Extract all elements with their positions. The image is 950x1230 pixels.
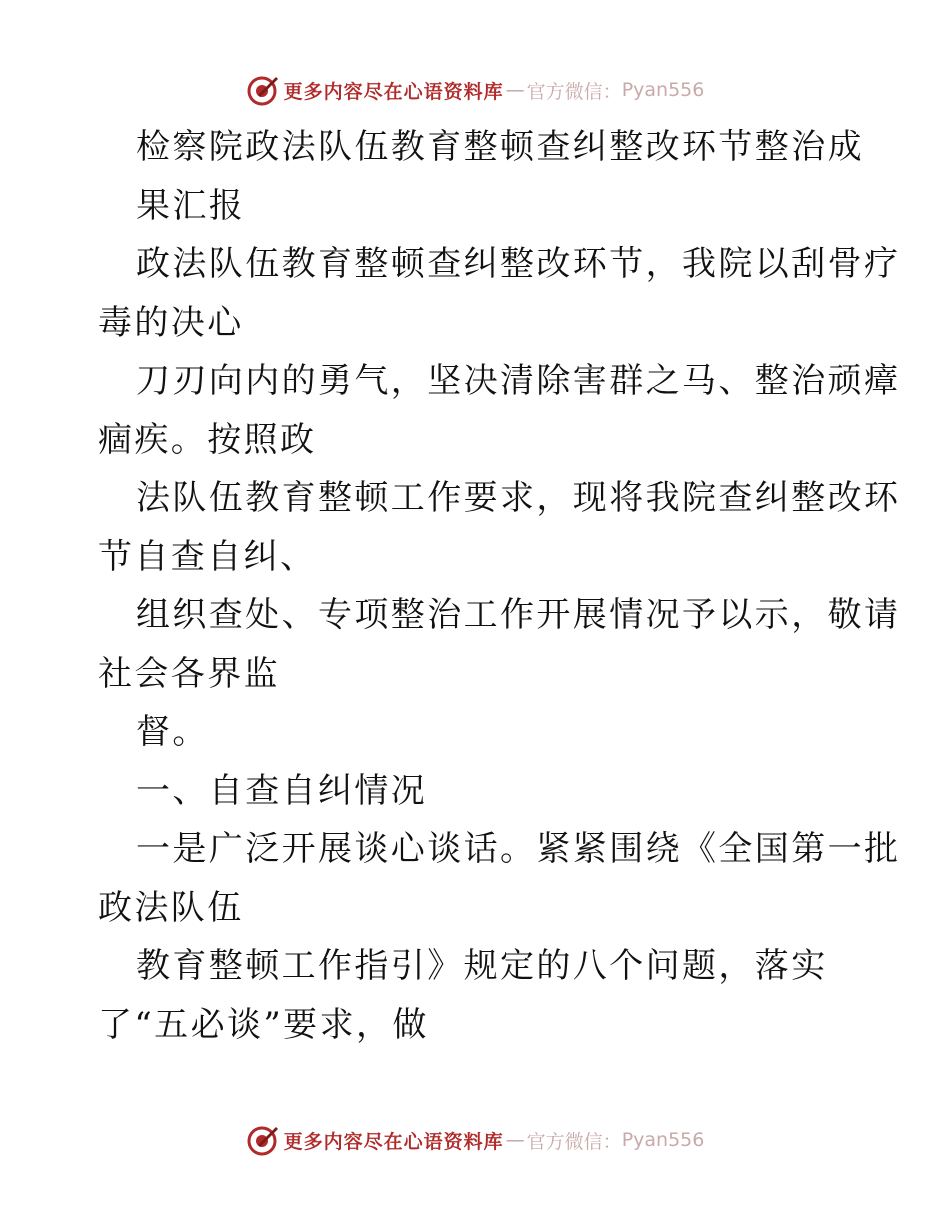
watermark-label: 官方微信： xyxy=(526,1130,622,1153)
document-title-line-2: 果汇报 xyxy=(136,185,246,226)
paragraph-line: 刀刃向内的勇气，坚决清除害群之马、整治顽瘴 xyxy=(136,361,901,401)
paragraph-line: 政法队伍 xyxy=(98,887,244,928)
watermark-separator: — xyxy=(505,79,525,101)
watermark-brand: 更多内容尽在心语资料库 xyxy=(283,80,504,103)
watermark-wechat-id: Pyan556 xyxy=(621,1129,705,1151)
footer-watermark xyxy=(0,1120,950,1160)
paragraph-line: 政法队伍教育整顿查纠整改环节，我院以刮骨疗 xyxy=(136,244,901,284)
document-body xyxy=(98,118,901,1054)
paragraph-line: 督。 xyxy=(136,712,209,752)
quill-seal-icon xyxy=(246,73,280,107)
watermark-label: 官方微信： xyxy=(526,80,622,103)
quill-seal-icon xyxy=(246,1123,280,1157)
watermark-wechat-id: Pyan556 xyxy=(621,79,705,101)
paragraph-line: 了“五必谈”要求，做 xyxy=(98,1004,429,1045)
paragraph-line: 节自查自纠、 xyxy=(98,536,317,577)
paragraph-line: 法队伍教育整顿工作要求，现将我院查纠整改环 xyxy=(136,478,901,518)
paragraph-line: 一是广泛开展谈心谈话。紧紧围绕《全国第一批 xyxy=(136,829,901,869)
section-heading: 一、自查自纠情况 xyxy=(136,770,428,811)
paragraph-line: 社会各界监 xyxy=(98,653,280,694)
header-watermark xyxy=(0,70,950,110)
paragraph-line: 教育整顿工作指引》规定的八个问题，落实 xyxy=(136,946,828,986)
paragraph-line: 痼疾。按照政 xyxy=(98,419,317,460)
watermark-separator: — xyxy=(505,1129,525,1151)
paragraph-line: 组织查处、专项整治工作开展情况予以示，敬请 xyxy=(136,595,901,635)
watermark-brand: 更多内容尽在心语资料库 xyxy=(283,1130,504,1153)
document-title-line-1: 检察院政法队伍教育整顿查纠整改环节整治成 xyxy=(136,127,864,167)
paragraph-line: 毒的决心 xyxy=(98,302,244,343)
